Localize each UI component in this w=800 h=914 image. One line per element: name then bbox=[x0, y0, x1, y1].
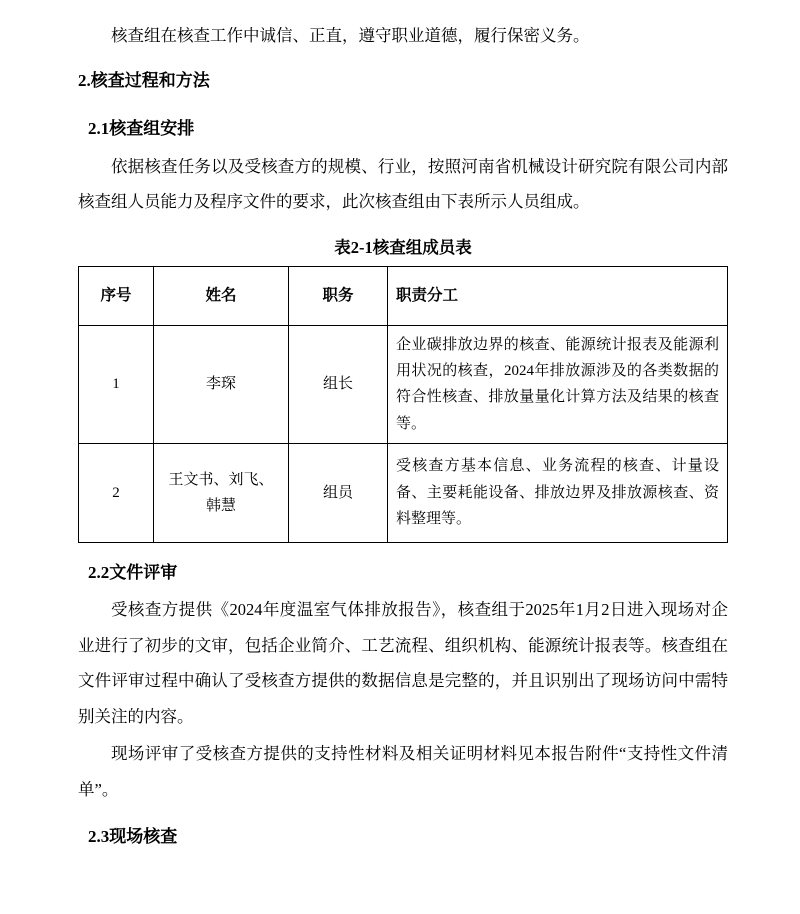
section-2-heading: 2.核查过程和方法 bbox=[78, 71, 210, 91]
table-row bbox=[79, 325, 728, 443]
cell-seq: 2 bbox=[79, 443, 154, 542]
section-2-2-heading: 2.2文件评审 bbox=[88, 562, 178, 582]
table-header bbox=[79, 266, 728, 325]
cell-seq: 1 bbox=[79, 325, 154, 443]
cell-role: 组员 bbox=[289, 443, 388, 542]
intro-paragraph: 核查组在核查工作中诚信、正直，遵守职业道德，履行保密义务。 bbox=[111, 26, 590, 45]
cell-name: 王文书、刘飞、韩慧 bbox=[154, 443, 289, 542]
cell-role: 组长 bbox=[289, 325, 388, 443]
section-2-2-paragraph-2: 现场评审了受核查方提供的支持性材料及相关证明材料见本报告附件“支持性文件清单”。 bbox=[78, 744, 728, 799]
table-body bbox=[79, 325, 728, 542]
column-header-name: 姓名 bbox=[154, 266, 289, 325]
section-2-1-heading: 2.1核查组安排 bbox=[88, 119, 195, 139]
section-2-3-heading: 2.3现场核查 bbox=[88, 827, 178, 847]
section-2-1-paragraph: 依据核查任务以及受核查方的规模、行业，按照河南省机械设计研究院有限公司内部核查组人员能力及程序文件的要求，此次核查组由下表所示人员组成。 bbox=[78, 156, 728, 212]
column-header-role: 职务 bbox=[289, 266, 388, 325]
column-header-duty: 职责分工 bbox=[388, 266, 728, 325]
section-2-2-paragraph-1: 受核查方提供《2024年度温室气体排放报告》，核查组于2025年1月2日进入现场对企业进行了初步的文审，包括企业简介、工艺流程、组织机构、能源统计报表等。核查组在文件评审过程中确认了受核查方提供的数据信息是完整的，并且识别出了现场访问中需特别关注的内容。 bbox=[78, 600, 728, 726]
crew-table bbox=[78, 266, 728, 543]
column-header-seq: 序号 bbox=[79, 266, 154, 325]
table-header-row bbox=[79, 266, 728, 325]
cell-name: 李琛 bbox=[154, 325, 289, 443]
cell-duty: 受核查方基本信息、业务流程的核查、计量设备、主要耗能设备、排放边界及排放源核查、资料整理等。 bbox=[388, 443, 728, 542]
table-caption: 表2-1核查组成员表 bbox=[334, 237, 472, 257]
table-row bbox=[79, 443, 728, 542]
cell-duty: 企业碳排放边界的核查、能源统计报表及能源利用状况的核查，2024年排放源涉及的各类数据的符合性核查、排放量量化计算方法及结果的核查等。 bbox=[388, 325, 728, 443]
